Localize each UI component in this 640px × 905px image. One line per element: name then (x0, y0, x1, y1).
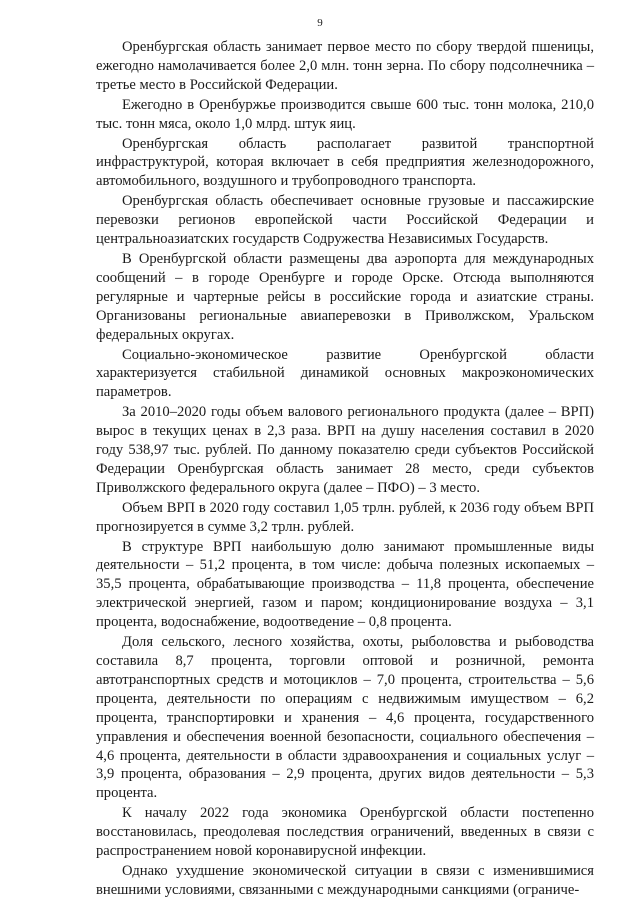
document-body (96, 38, 594, 900)
paragraph-recovery-2022: К началу 2022 года экономика Оренбургской области постепенно восстановилась, преодолевая последствия ограничений, введенных в связи с распространением новой коронавирусной инфекции. (96, 805, 594, 860)
paragraph-grp-volume: Объем ВРП в 2020 году составил 1,05 трлн. рублей, к 2036 году объем ВРП прогнозируется в сумме 3,2 трлн. рублей. (96, 499, 594, 535)
paragraph-wheat-harvest: Оренбургская область занимает первое место по сбору твердой пшеницы, ежегодно намолачивается более 2,0 млн. тонн зерна. По сбору подсолнечника – третье место в Российской Федерации. (96, 39, 594, 93)
paragraph-livestock-production: Ежегодно в Оренбуржье производится свыше 600 тыс. тонн молока, 210,0 тыс. тонн мяса, около 1,0 млрд. штук яиц. (96, 96, 594, 132)
page-number: 9 (317, 17, 323, 29)
paragraph-freight-passenger: Оренбургская область обеспечивает основные грузовые и пассажирские перевозки регионов европейской части Российской Федерации и центральноазиатских государств Содружества Независимых Государств. (96, 193, 594, 248)
paragraph-airports: В Оренбургской области размещены два аэропорта для международных сообщений – в городе Оренбурге и городе Орске. Отсюда выполняются регулярные и чартерные рейсы в российские города и азиатские страны. Организованы региональные авиаперевозки в Приволжском, Уральском федеральных округах. (96, 250, 594, 343)
paragraph-grp-growth: За 2010–2020 годы объем валового регионального продукта (далее – ВРП) вырос в текущих ценах в 2,3 раза. ВРП на душу населения составил в 2020 году 538,97 тыс. рублей. По данному показателю среди субъектов Российской Федерации Оренбургская область занимает 28 место, среди субъектов Приволжского федерального округа (далее – ПФО) – 3 место. (96, 404, 594, 496)
paragraph-sector-shares: Доля сельского, лесного хозяйства, охоты, рыболовства и рыбоводства составила 8,7 процента, торговли оптовой и розничной, ремонта автотранспортных средств и мотоциклов – 7,0 процента, строительства – 5,6 процента, деятельности по операциям с недвижимым имуществом – 6,2 процента, транспортировки и хранения – 4,6 процента, государственного управления и обеспечения военной безопасности, социального обеспечения – 4,6 процента, деятельности в области здравоохранения и социальных услуг – 3,9 процента, образования – 2,9 процента, других видов деятельности – 5,3 процента. (96, 634, 594, 802)
paragraph-sanctions: Однако ухудшение экономической ситуации в связи с изменившимися внешними условиями, связанными с международными санкциями (ограниче- (96, 862, 594, 898)
paragraph-transport-infrastructure: Оренбургская область располагает развитой транспортной инфраструктурой, которая включает в себя предприятия железнодорожного, автомобильного, воздушного и трубопроводного транспорта. (96, 135, 594, 190)
paragraph-socioeconomic: Социально-экономическое развитие Оренбургской области характеризуется стабильной динамикой основных макроэкономических параметров. (96, 346, 594, 401)
paragraph-grp-structure: В структуре ВРП наибольшую долю занимают промышленные виды деятельности – 51,2 процента, в том числе: добыча полезных ископаемых – 35,5 процента, обрабатывающие производства – 11,8 процента, обеспечение электрической энергией, газом и паром; кондиционирование воздуха – 3,1 процента, водоснабжение, водоотведение – 0,8 процента. (96, 538, 594, 631)
